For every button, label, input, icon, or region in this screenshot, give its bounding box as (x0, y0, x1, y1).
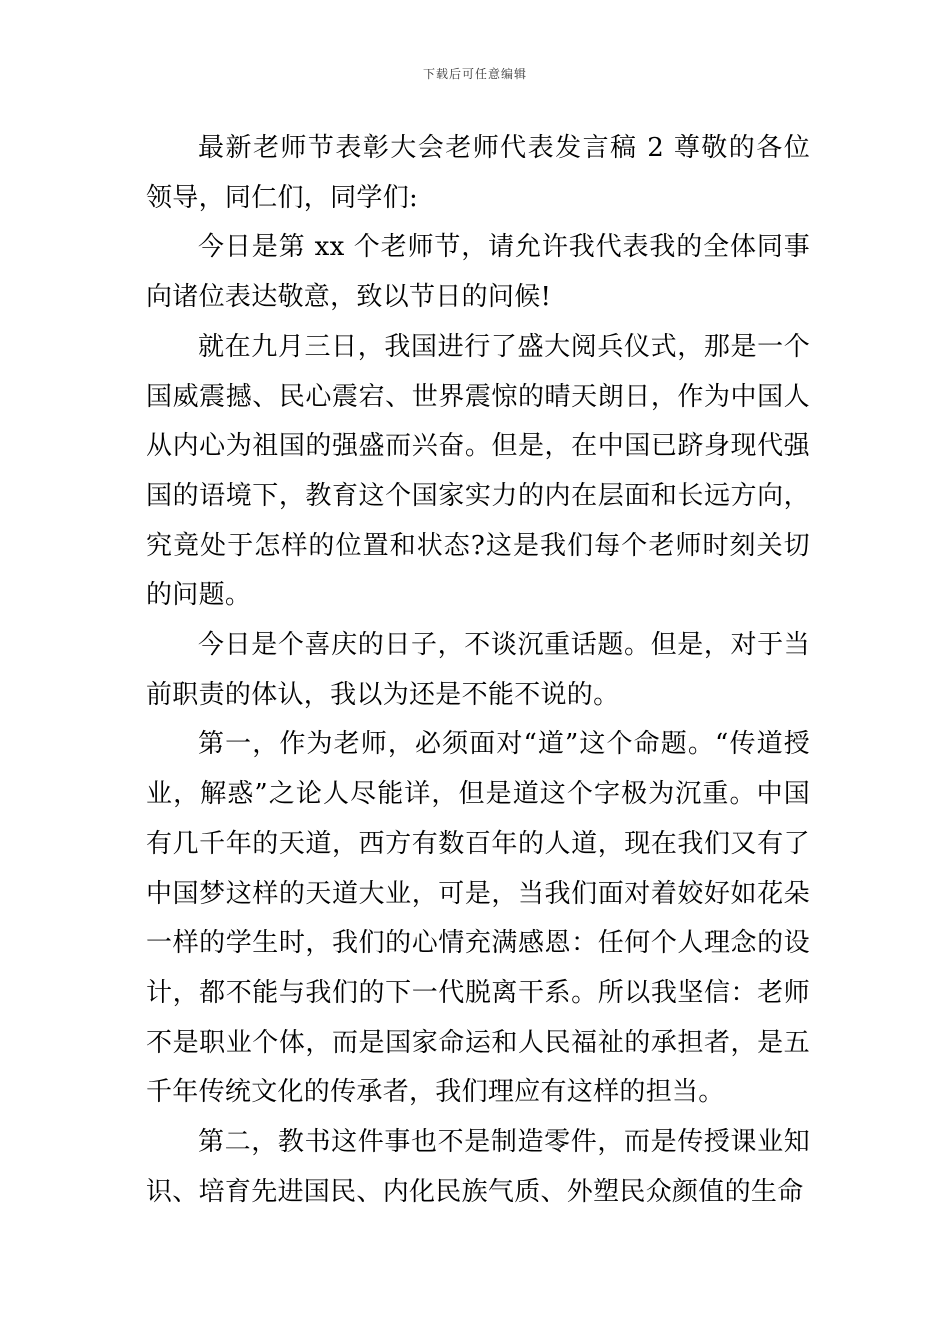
paragraph-respect: 今日是第 xx 个老师节，请允许我代表我的全体同事向诸位表达敬意，致以节日的问候! (146, 232, 810, 313)
paragraph-second-point: 第二，教书这件事也不是制造零件，而是传授课业知识、培育先进国民、内化民族气质、外塑民众颜值的生命 (146, 1127, 810, 1207)
paragraph-greeting: 最新老师节表彰大会老师代表发言稿 2 尊敬的各位领导，同仁们，同学们: (146, 133, 810, 213)
paragraph-parade: 就在九月三日，我国进行了盛大阅兵仪式，那是一个国威震撼、民心震宕、世界震惊的晴天朗日，作为中国人从内心为祖国的强盛而兴奋。但是，在中国已跻身现代强国的语境下，教育这个国家实力的内在层面和长远方向，究竟处于怎样的位置和状态?这是我们每个老师时刻关切的问题。 (146, 331, 810, 611)
document-body (146, 124, 810, 1217)
page-header-note: 下载后可任意编辑 (422, 67, 527, 81)
paragraph-festive-day: 今日是个喜庆的日子，不谈沉重话题。但是，对于当前职责的体认，我以为还是不能不说的。 (146, 630, 810, 710)
paragraph-first-point: 第一，作为老师，必须面对“道”这个命题。“传道授业，解惑”之论人尽能详，但是道这个字极为沉重。中国有几千年的天道，西方有数百年的人道，现在我们又有了中国梦这样的天道大业，可是，当我们面对着姣好如花朵一样的学生时，我们的心情充满感恩：任何个人理念的设计，都不能与我们的下一代脱离干系。所以我坚信：老师不是职业个体，而是国家命运和人民福祉的承担者，是五千年传统文化的传承者，我们理应有这样的担当。 (146, 729, 810, 1108)
